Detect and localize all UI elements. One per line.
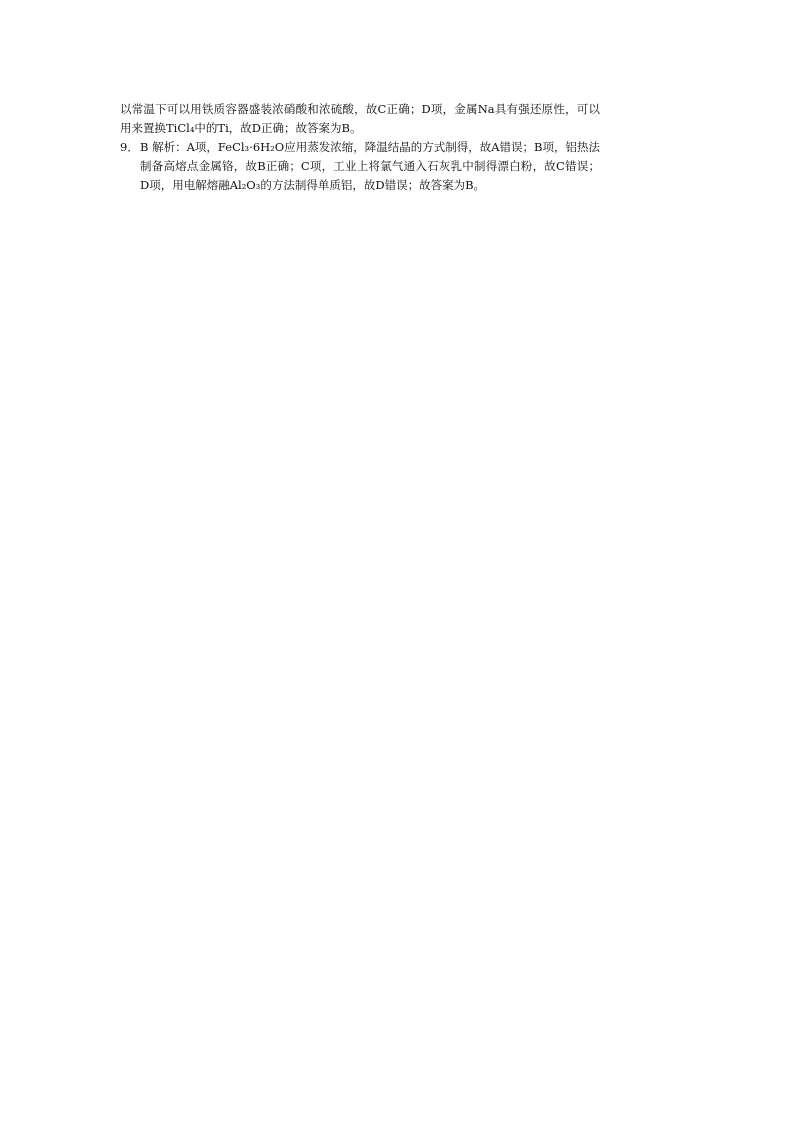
- list-item: [120, 138, 600, 195]
- document-body: [120, 100, 600, 195]
- item-text: B 解析：A项，FeCl₃·6H₂O应用蒸发浓缩，降温结晶的方式制得，故A错误；B项，铝热法制备高熔点金属铬，故B正确；C项，工业上将氯气通入石灰乳中制得漂白粉，故C错误；D项，用电解熔融Al₂O₃的方法制得单质铝，故D错误；故答案为B。: [140, 140, 600, 192]
- item-number: 9．: [120, 140, 139, 154]
- intro-paragraph: 以常温下可以用铁质容器盛装浓硝酸和浓硫酸，故C正确；D项，金属Na具有强还原性，可以用来置换TiCl₄中的Ti，故D正确；故答案为B。: [120, 102, 600, 135]
